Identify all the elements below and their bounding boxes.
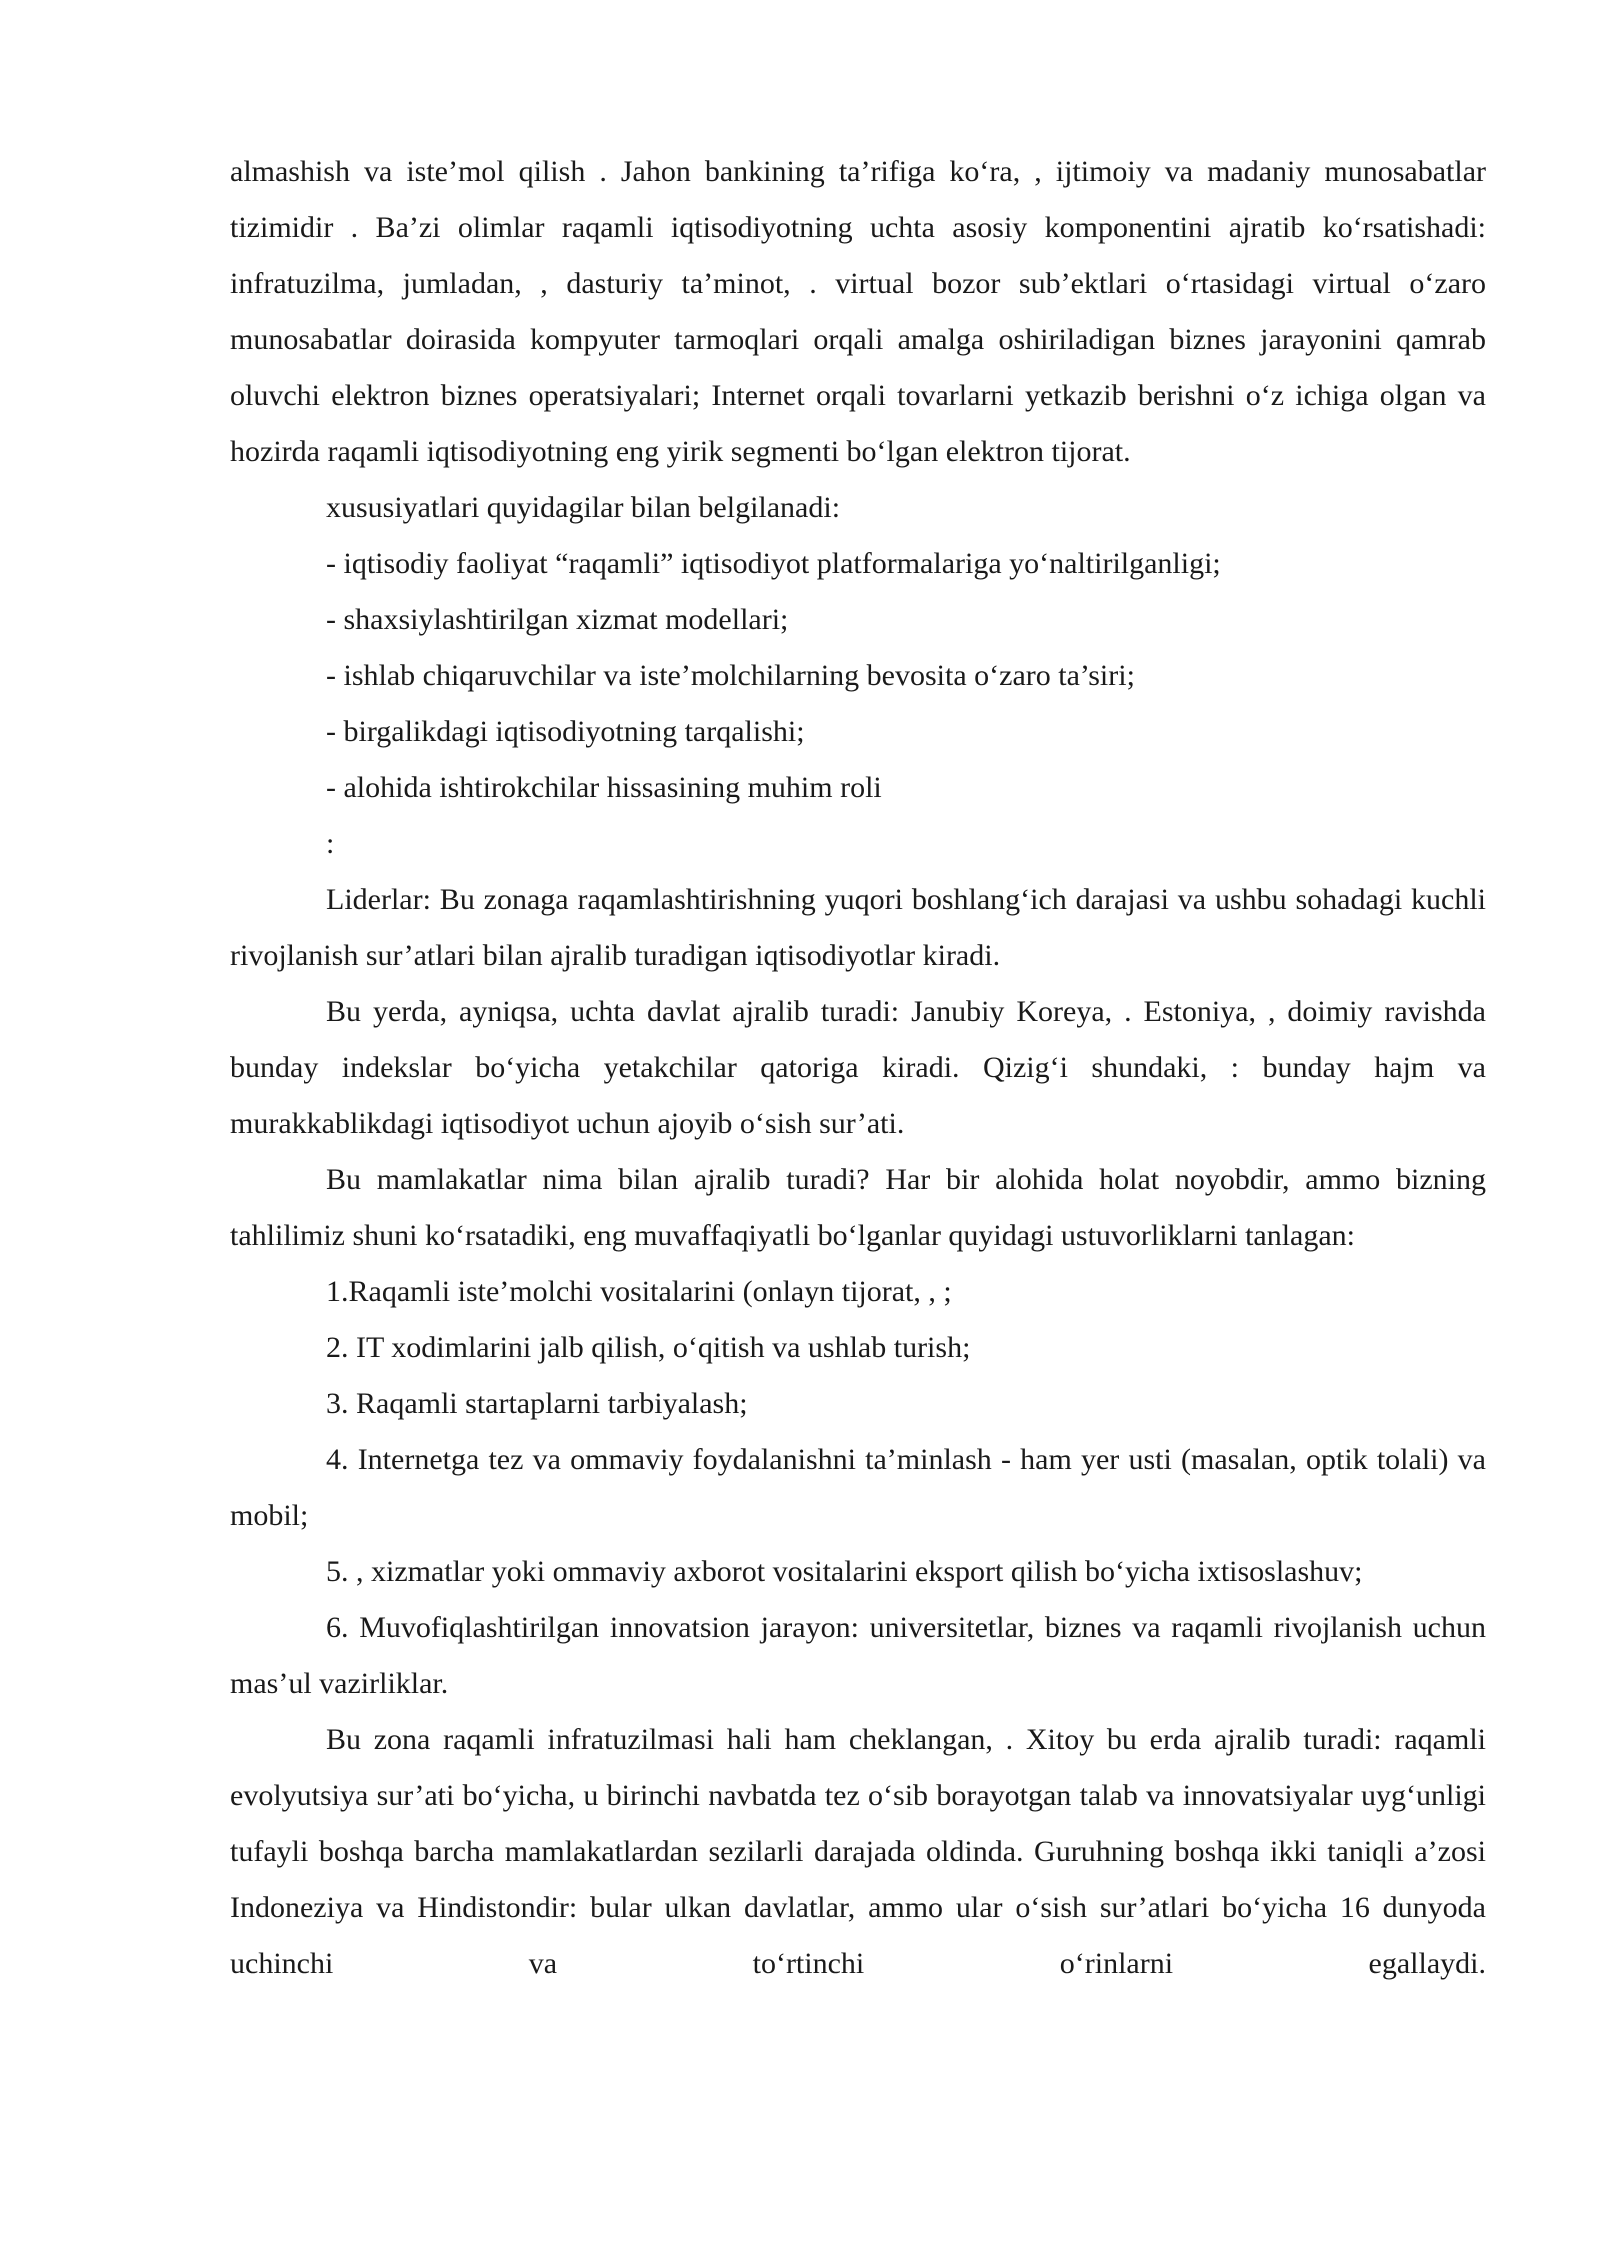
paragraph-emerging-zone: Bu zona raqamli infratuzilmasi hali ham cheklangan, . Xitoy bu erda ajralib turadi: raqamli evolyutsiya sur’ati bo‘yicha, u birinchi navbatda tez o‘sib borayotgan talab va innovatsiyalar uyg‘unligi tufayli boshqa barcha mamlakatlardan sezilarli darajada oldinda. Guruhning boshqa ikki taniqli a’zosi Indoneziya va Hindistondir: bular ulkan davlatlar, ammo ular o‘sish sur’atlari bo‘yicha 16 dunyoda uchinchi va to‘rtinchi o‘rinlarni egallaydi. (230, 1723, 1486, 1980)
list-item-feature-direct-interaction: - ishlab chiqaruvchilar va iste’molchilarning bevosita o‘zaro ta’siri; (326, 659, 1135, 692)
document-body (230, 144, 1486, 1992)
list-item-priority-2: 2. IT xodimlarini jalb qilish, o‘qitish va ushlab turish; (326, 1331, 971, 1364)
paragraph-leaders: Liderlar: Bu zonaga raqamlashtirishning yuqori boshlang‘ich darajasi va ushbu sohadagi kuchli rivojlanish sur’atlari bilan ajralib turadigan iqtisodiyotlar kiradi. (230, 883, 1486, 972)
list-item-priority-3: 3. Raqamli startaplarni tarbiyalash; (326, 1387, 748, 1420)
paragraph-digital-economy-definition: almashish va iste’mol qilish . Jahon bankining ta’rifiga ko‘ra, , ijtimoiy va madaniy munosabatlar tizimidir . Ba’zi olimlar raqamli iqtisodiyotning uchta asosiy komponentini ajratib ko‘rsatishadi: infratuzilma, jumladan, , dasturiy ta’minot, . virtual bozor sub’ektlari o‘rtasidagi virtual o‘zaro munosabatlar doirasida kompyuter tarmoqlari orqali amalga oshiriladigan biznes jarayonini qamrab oluvchi elektron biznes operatsiyalari; Internet orqali tovarlarni yetkazib berishni o‘z ichiga olgan va hozirda raqamli iqtisodiyotning eng yirik segmenti bo‘lgan elektron tijorat. (230, 155, 1486, 468)
list-item-priority-5: 5. , xizmatlar yoki ommaviy axborot vositalarini eksport qilish bo‘yicha ixtisoslashuv; (326, 1555, 1363, 1588)
list-item-priority-1: 1.Raqamli iste’molchi vositalarini (onlayn tijorat, , ; (326, 1275, 952, 1308)
paragraph-features-intro: xususiyatlari quyidagilar bilan belgilanadi: (326, 491, 841, 524)
list-item-priority-4: 4. Internetga tez va ommaviy foydalanishni ta’minlash - ham yer usti (masalan, optik tolali) va mobil; (230, 1443, 1486, 1532)
paragraph-priorities-intro: Bu mamlakatlar nima bilan ajralib turadi? Har bir alohida holat noyobdir, ammo bizning tahlilimiz shuni ko‘rsatadiki, eng muvaffaqiyatli bo‘lganlar quyidagi ustuvorliklarni tanlagan: (230, 1163, 1486, 1252)
colon-line: : (326, 827, 335, 860)
paragraph-leading-countries: Bu yerda, ayniqsa, uchta davlat ajralib turadi: Janubiy Koreya, . Estoniya, , doimiy ravishda bunday indekslar bo‘yicha yetakchilar qatoriga kiradi. Qizig‘i shundaki, : bunday hajm va murakkablikdagi iqtisodiyot uchun ajoyib o‘sish sur’ati. (230, 995, 1486, 1140)
list-item-feature-sharing-economy: - birgalikdagi iqtisodiyotning tarqalishi; (326, 715, 805, 748)
list-item-feature-participant-role: - alohida ishtirokchilar hissasining muhim roli (326, 771, 882, 804)
list-item-feature-platforms: - iqtisodiy faoliyat “raqamli” iqtisodiyot platformalariga yo‘naltirilganligi; (326, 547, 1221, 580)
list-item-feature-personalized-services: - shaxsiylashtirilgan xizmat modellari; (326, 603, 789, 636)
list-item-priority-6: 6. Muvofiqlashtirilgan innovatsion jarayon: universitetlar, biznes va raqamli rivojlanish uchun mas’ul vazirliklar. (230, 1611, 1486, 1700)
